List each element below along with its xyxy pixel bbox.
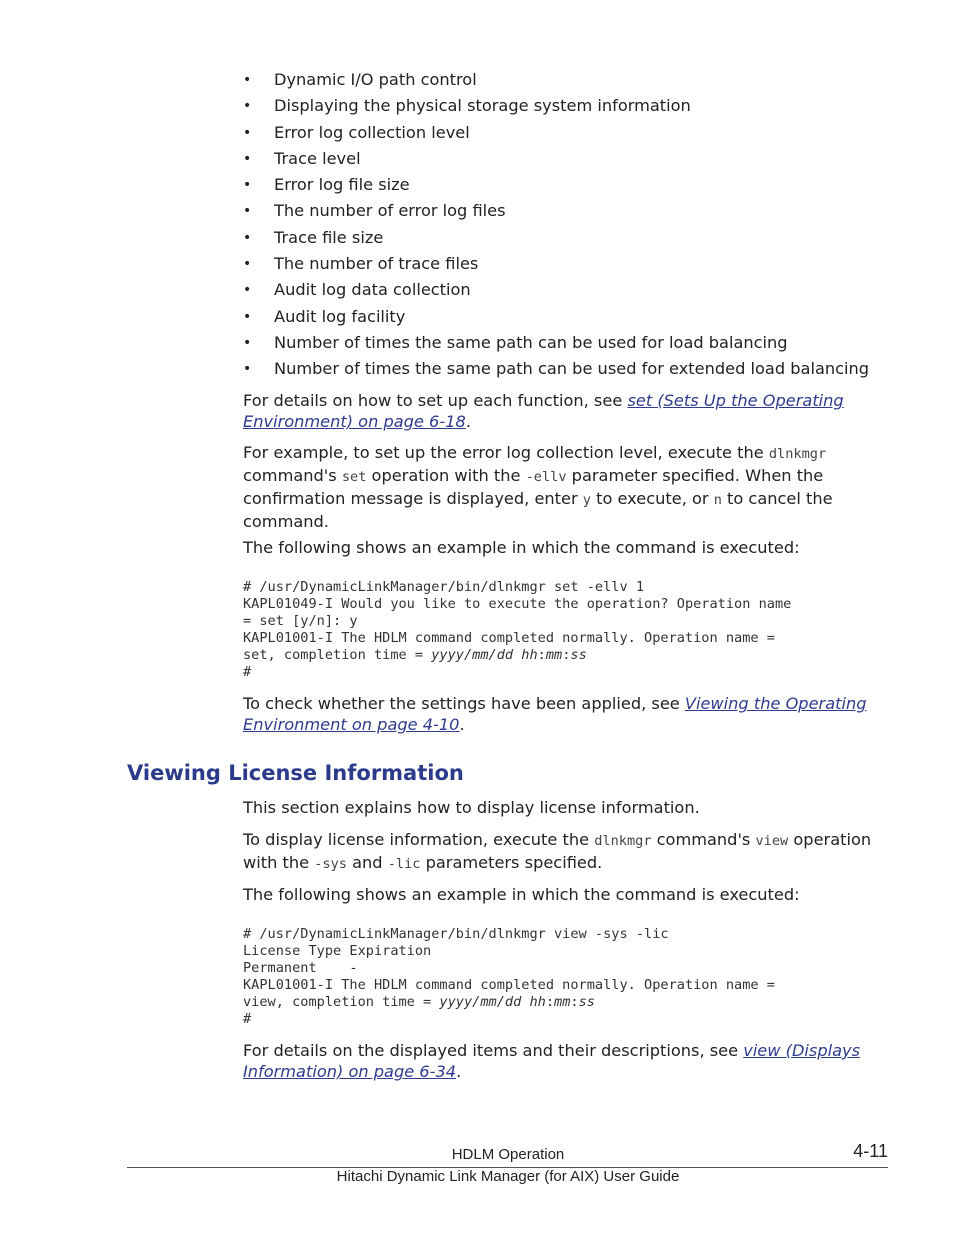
list-item-text: Trace level [274, 148, 361, 168]
list-item [243, 279, 893, 305]
time-colon: : [562, 647, 571, 663]
list-item-text: Dynamic I/O path control [274, 70, 477, 89]
details-paragraph [243, 390, 883, 432]
time-hour-placeholder: hh [521, 647, 538, 663]
viewing-operating-environment-link[interactable]: Viewing the Operating Environment on page 4-10 [243, 694, 867, 734]
sample-line: License Type Expiration [243, 943, 432, 959]
list-item [243, 227, 893, 253]
inline-code-ellv: -ellv [525, 469, 567, 485]
sample-line: view, completion time = [243, 994, 440, 1010]
time-second-placeholder: ss [578, 994, 595, 1010]
list-item [243, 122, 893, 148]
list-item-text: Error log collection level [274, 122, 470, 142]
bullet-icon: • [243, 177, 252, 194]
list-item [243, 69, 893, 95]
check-paragraph [243, 693, 883, 735]
details-text: For details on how to set up each function, see [243, 391, 628, 410]
time-colon: : [537, 647, 546, 663]
example-intro-paragraph: The following shows an example in which the command is executed: [243, 538, 800, 557]
display-paragraph [243, 829, 883, 875]
command-sample-set [243, 579, 893, 681]
sample-line: KAPL01049-I Would you like to execute the operation? Operation name [243, 596, 792, 612]
inline-code-view: view [755, 833, 789, 849]
inline-code-set: set [341, 469, 367, 485]
bullet-icon: • [243, 334, 252, 351]
check-text: To check whether the settings have been applied, see [243, 694, 685, 713]
time-second-placeholder: ss [570, 647, 587, 663]
command-sample-view [243, 926, 893, 1028]
details-suffix: . [465, 412, 471, 431]
inline-code-dlnkmgr: dlnkmgr [594, 833, 652, 849]
bullet-icon: • [243, 256, 252, 273]
check-suffix: . [459, 715, 465, 734]
time-minute-placeholder: mm [554, 994, 571, 1010]
example-text: For example, to set up the error log collection level, execute the [243, 443, 769, 462]
set-command-link[interactable]: set (Sets Up the Operating Environment) on page 6-18 [243, 391, 844, 431]
list-item [243, 200, 893, 226]
list-item-text: Trace file size [274, 227, 384, 247]
list-item-text: The number of error log files [274, 201, 506, 221]
inline-code-lic: -lic [387, 856, 421, 872]
time-hour-placeholder: hh [529, 994, 546, 1010]
sample-line: # /usr/DynamicLinkManager/bin/dlnkmgr set -ellv 1 [243, 579, 645, 595]
page-number: 4-11 [853, 1141, 888, 1161]
view-command-link[interactable]: view (Displays Information) on page 6-34 [243, 1041, 861, 1081]
bullet-icon: • [243, 229, 252, 246]
list-item-text: Audit log facility [274, 306, 406, 326]
display-text: and [346, 853, 388, 872]
bullet-icon: • [243, 98, 252, 115]
list-item [243, 358, 893, 384]
sample-line: # [243, 664, 252, 680]
time-date-placeholder: yyyy/mm/dd [439, 994, 522, 1010]
bullet-icon: • [243, 203, 252, 220]
bullet-icon: • [243, 308, 252, 325]
time-colon: : [545, 994, 555, 1010]
inline-code-sys: -sys [314, 856, 347, 872]
bullet-icon: • [243, 72, 252, 88]
inline-code-n: n [713, 492, 722, 508]
inline-code-y: y [582, 492, 591, 508]
list-item [243, 306, 893, 332]
inline-code-dlnkmgr: dlnkmgr [768, 446, 827, 462]
list-item-text: Error log file size [274, 175, 410, 195]
example-text: to cancel the command. [243, 489, 833, 531]
time-colon: : [570, 994, 579, 1010]
example-text: operation with the [366, 466, 526, 485]
list-item [243, 174, 893, 200]
sample-line: = set [y/n]: y [243, 613, 358, 629]
bullet-icon: • [243, 361, 252, 378]
displayed-items-text: For details on the displayed items and their descriptions, see [243, 1041, 744, 1060]
sample-line: # /usr/DynamicLinkManager/bin/dlnkmgr view -sys -lic [243, 926, 669, 942]
sample-line: # [243, 1011, 252, 1027]
section-intro-paragraph: This section explains how to display license information. [243, 798, 700, 817]
display-text: parameters specified. [420, 853, 603, 872]
list-item [243, 148, 893, 174]
bullet-icon: • [243, 150, 252, 167]
example-text: parameter specified. When the confirmation message is displayed, enter [243, 466, 824, 508]
displayed-items-suffix: . [456, 1062, 462, 1081]
example-text: to execute, or [590, 489, 714, 508]
sample-line: set, completion time = [243, 647, 432, 663]
bullet-icon: • [243, 124, 252, 141]
sample-line: KAPL01001-I The HDLM command completed normally. Operation name = [243, 630, 775, 646]
example-intro-paragraph: The following shows an example in which the command is executed: [243, 885, 800, 904]
list-item-text: Audit log data collection [274, 280, 471, 300]
list-item-text: Displaying the physical storage system information [274, 96, 691, 116]
display-text: command's [651, 830, 756, 849]
time-date-placeholder: yyyy/mm/dd [431, 647, 514, 663]
list-item-text: The number of trace files [274, 254, 479, 274]
list-item [243, 332, 893, 358]
section-title: Viewing License Information [127, 761, 464, 785]
example-text: command's [243, 466, 342, 485]
feature-bullet-list [243, 69, 893, 385]
list-item [243, 95, 893, 121]
displayed-items-paragraph [243, 1040, 883, 1082]
bullet-icon: • [243, 282, 252, 299]
display-text: operation with the [243, 830, 872, 872]
list-item [243, 253, 893, 279]
footer-chapter: HDLM Operation [451, 1146, 565, 1163]
display-text: To display license information, execute the [243, 830, 595, 849]
time-minute-placeholder: mm [545, 647, 563, 663]
list-item-text: Number of times the same path can be used for extended load balancing [274, 359, 870, 379]
example-paragraph [243, 442, 883, 532]
list-item-text: Number of times the same path can be used for load balancing [274, 332, 788, 352]
sample-line: KAPL01001-I The HDLM command completed normally. Operation name = [243, 977, 775, 993]
sample-line: Permanent - [243, 960, 358, 976]
footer-book-title: Hitachi Dynamic Link Manager (for AIX) User Guide [336, 1168, 680, 1185]
